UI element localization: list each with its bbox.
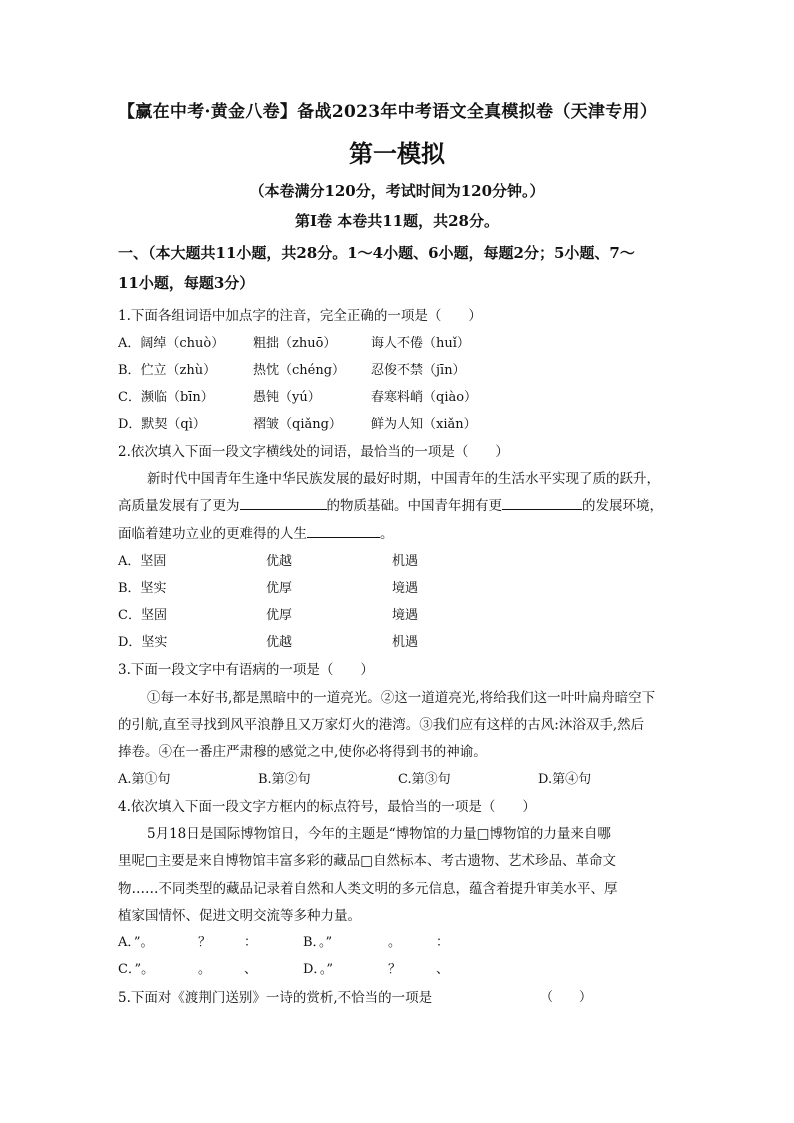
q2-passage-line2-c: 的发展环境， — [582, 498, 663, 514]
q2-b-col1: B．坚实 — [118, 581, 167, 596]
q1-b-col1: B．伫立（zhù） — [118, 363, 217, 378]
q3-passage-line3: 捧卷。④在一番庄严肃穆的感觉之中,使你必将得到书的神谕。 — [118, 744, 487, 760]
q2-passage-line3-b: 。 — [380, 526, 394, 542]
q2-a-col3: 机遇 — [392, 554, 419, 569]
q4-passage-line4: 植家国情怀、促进文明交流等多种力量。 — [118, 908, 361, 924]
q2-passage-line3 — [118, 522, 394, 542]
q5-answer-paren: （ ） — [540, 990, 593, 1005]
q1-d-col3: 鲜为人知（xiǎn） — [371, 417, 477, 432]
q2-passage-line2-b: 的物质基础。中国青年拥有更 — [326, 498, 502, 514]
exam-note: （本卷满分120分，考试时间为120分钟。） — [249, 182, 545, 200]
q5-stem: 5.下面对《渡荆门送别》一诗的赏析,不恰当的一项是 — [118, 990, 433, 1006]
q4-option-a-3: ： — [244, 935, 258, 950]
section-heading-line2: 11小题，每题3分） — [118, 274, 255, 292]
q2-blank-1[interactable] — [240, 495, 327, 510]
part-heading: 第Ⅰ卷 本卷共11题，共28分。 — [295, 212, 499, 230]
q1-d-col1: D．默契（qì） — [118, 417, 206, 432]
q2-d-col1: D．坚实 — [118, 635, 168, 650]
q4-passage-line1: 5月18日是国际博物馆日，今年的主题是“博物馆的力量□博物馆的力量来自哪 — [147, 826, 611, 842]
q3-option-b: B.第②句 — [258, 772, 311, 787]
q1-c-col1: C．濒临（bīn） — [118, 390, 214, 405]
q4-option-c-1: C．”。 — [118, 962, 155, 977]
q1-c-col2: 愚钝（yú） — [253, 390, 321, 405]
q2-b-col3: 境遇 — [392, 581, 419, 596]
q2-blank-2[interactable] — [502, 495, 582, 510]
q2-passage-line1: 新时代中国青年生逢中华民族发展的最好时期，中国青年的生活水平实现了质的跃升， — [147, 471, 660, 487]
q2-d-col2: 优越 — [266, 635, 293, 650]
q4-option-a-2: ？ — [198, 935, 212, 950]
q2-c-col1: C．坚固 — [118, 608, 167, 623]
q4-passage-line2: 里呢□主要是来自博物馆丰富多彩的藏品□自然标本、考古遗物、艺术珍品、革命文 — [118, 853, 617, 869]
exam-title: 【赢在中考·黄金八卷】备战2023年中考语文全真模拟卷（天津专用） — [118, 102, 658, 122]
q1-stem: 1.下面各组词语中加点字的注音，完全正确的一项是（ ） — [118, 308, 482, 324]
q4-option-d-2: ？ — [388, 962, 402, 977]
q3-passage-line1: ①每一本好书,都是黑暗中的一道亮光。②这一道道亮光,将给我们这一叶叶扁舟暗空下 — [147, 690, 656, 706]
q2-stem: 2.依次填入下面一段文字横线处的词语，最恰当的一项是（ ） — [118, 444, 509, 460]
q2-a-col2: 优越 — [266, 554, 293, 569]
q2-c-col3: 境遇 — [392, 608, 419, 623]
q1-a-col3: 诲人不倦（huǐ） — [371, 336, 470, 351]
q4-option-c-3: 、 — [244, 962, 258, 977]
q3-passage-line2: 的引航,直至寻找到风平浪静且又万家灯火的港湾。③我们应有这样的古风:沐浴双手,然后 — [118, 717, 645, 733]
q4-option-d-1: D．。” — [303, 962, 334, 977]
q2-passage-line2-a: 高质量发展有了更为 — [118, 498, 240, 514]
exam-subtitle: 第一模拟 — [349, 139, 445, 168]
q4-option-b-2: 。 — [388, 935, 402, 950]
q4-option-a-1: A．”。 — [118, 935, 154, 950]
q2-a-col1: A．坚固 — [118, 554, 167, 569]
q2-blank-3[interactable] — [307, 523, 380, 538]
q2-d-col3: 机遇 — [392, 635, 419, 650]
q4-option-b-3: ： — [436, 935, 450, 950]
q4-passage-line3: 物……不同类型的藏品记录着自然和人类文明的多元信息，蕴含着提升审美水平、厚 — [118, 881, 618, 897]
q4-option-d-3: 、 — [436, 962, 450, 977]
q2-passage-line3-a: 面临着建功立业的更难得的人生 — [118, 526, 307, 542]
q1-b-col2: 热忱（chéng） — [253, 363, 346, 378]
q1-b-col3: 忍俊不禁（jīn） — [371, 363, 466, 378]
q3-option-c: C.第③句 — [398, 772, 451, 787]
q2-c-col2: 优厚 — [266, 608, 293, 623]
q2-b-col2: 优厚 — [266, 581, 293, 596]
q1-c-col3: 春寒料峭（qiào） — [371, 390, 478, 405]
q1-d-col2: 褶皱（qiǎng） — [253, 417, 342, 432]
section-heading-line1: 一、（本大题共11小题，共28分。1～4小题、6小题，每题2分；5小题、7～ — [118, 244, 635, 262]
q3-option-a: A.第①句 — [118, 772, 171, 787]
q1-a-col2: 粗拙（zhuō） — [253, 336, 337, 351]
q4-option-c-2: 。 — [198, 962, 212, 977]
q3-option-d: D.第④句 — [538, 772, 592, 787]
q4-stem: 4.依次填入下面一段文字方框内的标点符号，最恰当的一项是（ ） — [118, 799, 536, 815]
q1-a-col1: A．阔绰（chuò） — [118, 336, 225, 351]
q3-stem: 3.下面一段文字中有语病的一项是（ ） — [118, 662, 374, 678]
q4-option-b-1: B．。” — [303, 935, 333, 950]
q2-passage-line2 — [118, 494, 663, 514]
